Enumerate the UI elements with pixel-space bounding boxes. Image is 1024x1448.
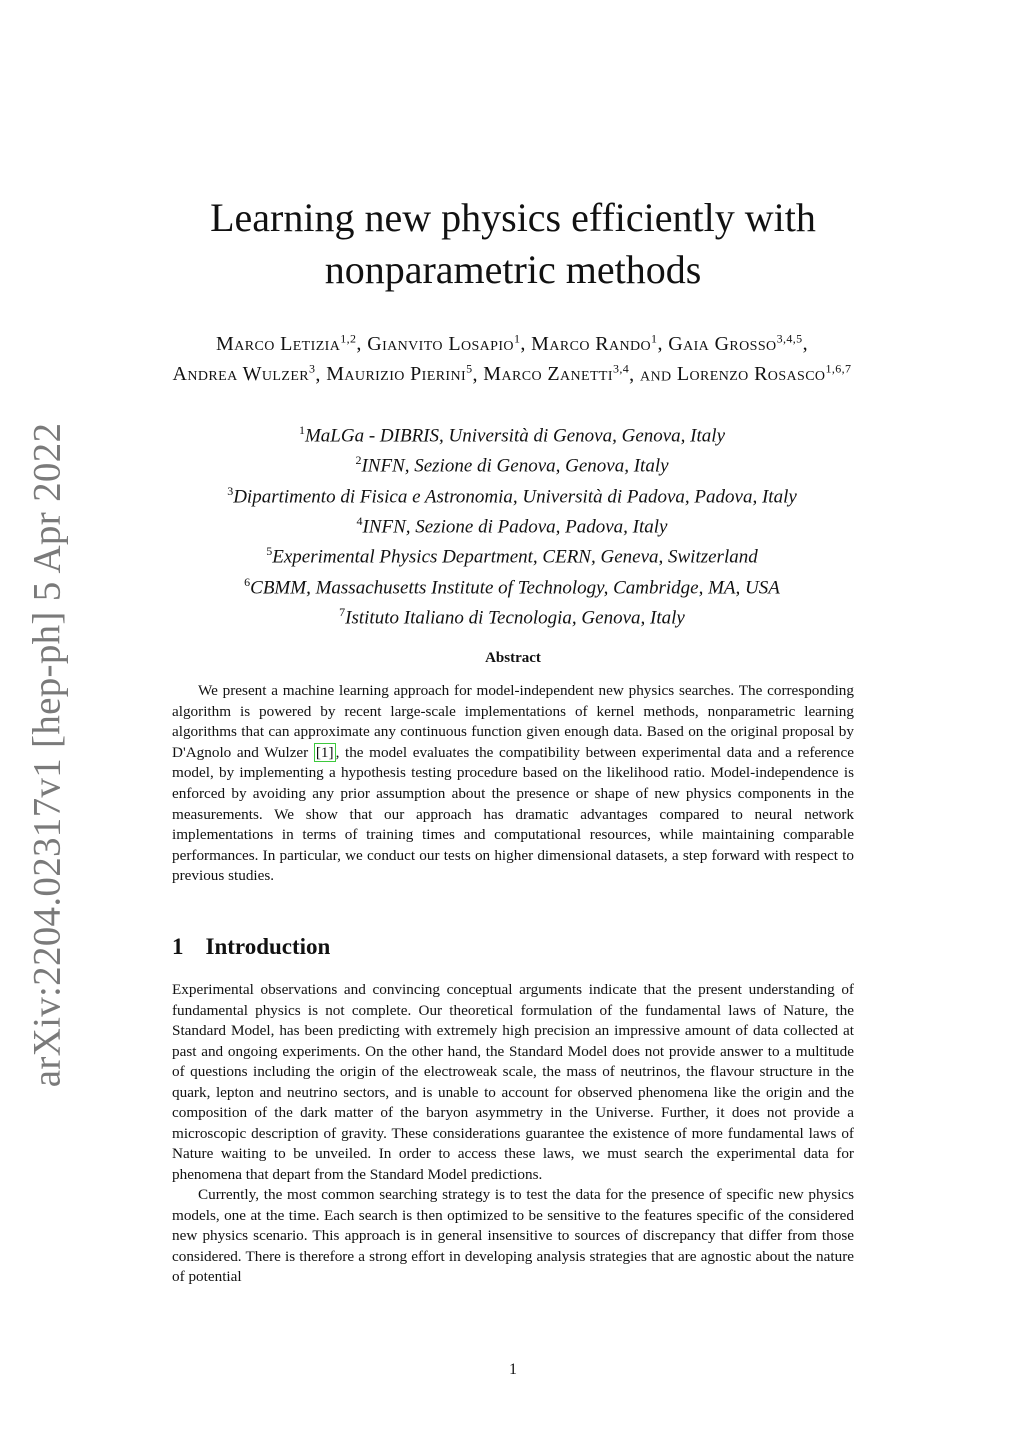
author: Gianvito Losapio$^1$ — [367, 331, 521, 355]
author: Gaia Grosso$^{3,4,5}$ — [668, 331, 803, 355]
paragraph: Experimental observations and convincing conceptual arguments indicate that the present understanding of fundamental physics is not complete. Our theoretical formulation of the fundamental laws of Nature, the Standard Model, has been predicting with extremely high precision an impressive amount of data collected at past and ongoing experiments. On the other hand, the Standard Model does not provide answer to a multitude of questions including the origin of the electroweak scale, the mass of neutrinos, the flavour structure in the quark, lepton and neutrino sectors, and is unable to account for observed phenomena like the origin and the composition of the dark matter of the baryon asymmetry in the Universe. Further, it does not provide a microscopic description of gravity. These considerations guarantee the existence of more fundamental laws of Nature waiting to be unveiled. In order to access these laws, we must search the experimental data for phenomena that depart from the Standard Model predictions. — [172, 981, 854, 1183]
section-heading-introduction — [172, 934, 330, 960]
affiliation: $^5$Experimental Physics Department, CERN, Geneva, Switzerland — [266, 544, 758, 568]
section-number: 1 — [172, 934, 184, 959]
citation-link[interactable]: [1] — [315, 743, 334, 761]
affiliation: $^4$INFN, Sezione di Padova, Padova, Italy — [356, 513, 668, 538]
section-title: Introduction — [205, 934, 331, 959]
page-number: 1 — [509, 1361, 517, 1378]
affiliation: $^2$INFN, Sezione di Genova, Genova, Italy — [355, 453, 669, 477]
author: Lorenzo Rosasco$^{1,6,7}$ — [676, 361, 852, 386]
title-line-2: nonparametric methods — [324, 247, 702, 292]
paragraph: Currently, the most common searching strategy is to test the data for the presence of specific new physics models, one at the time. Each search is then optimized to be sensitive to the features specific of the considered new physics scenario. This approach is in general insensitive to sources of discrepancy that differ from those considered. There is therefore a strong effort in developing analysis strategies that are agnostic about the nature of potential — [172, 1186, 854, 1285]
affiliation: $^3$Dipartimento di Fisica e Astronomia, Università di Padova, Padova, Italy — [227, 483, 797, 507]
author-list: Marco Letizia$^{1,2}$, Gianvito Losapio$^1$, Marco Rando$^1$, Gaia Grosso$^{3,4,5}$, Andrea Wulzer$^3$, Maurizio Pierini$^5$, Marco Zanetti$^{3,4}$, and Lorenzo Rosasco$^{1,6,7}$ — [172, 331, 852, 386]
author: Marco Zanetti$^{3,4}$ — [483, 361, 630, 386]
abstract-text: We present a machine learning approach for model-independent new physics searches. The corresponding algorithm is powered by recent large-scale implementations of kernel methods, nonparametric learning algorithms that can approximate any continuous function given enough data. Based on the original proposal by D'Agnolo and Wulzer [1] , the model evaluates the compatibility between experimental data and a reference model, by implementing a hypothesis testing procedure based on the likelihood ratio. Model-independence is enforced by avoiding any prior assumption about the presence or shape of new physics components in the measurements. We show that our approach has dramatic advantages compared to neural network implementations in terms of training times and computational resources, while maintaining comparable performances. In particular, we conduct our tests on higher dimensional datasets, a step forward with respect to previous studies. — [172, 682, 855, 885]
author: Andrea Wulzer$^3$ — [172, 361, 316, 386]
affiliation-list — [150, 418, 874, 630]
abstract-heading: Abstract — [485, 650, 541, 666]
paper-title — [172, 192, 854, 296]
title-line-1: Learning new physics efficiently with — [210, 195, 816, 240]
affiliation: $^6$CBMM, Massachusetts Institute of Technology, Cambridge, MA, USA — [244, 574, 780, 598]
affiliation: $^7$Istituto Italiano di Tecnologia, Genova, Italy — [339, 604, 685, 629]
author: Marco Rando$^1$ — [531, 331, 658, 355]
arxiv-identifier-stamp: arXiv:2204.02317v1 [hep-ph] 5 Apr 2022 — [25, 422, 69, 1088]
affiliation: $^1$MaLGa - DIBRIS, Università di Genova, Genova, Italy — [298, 423, 725, 447]
author: Marco Letizia$^{1,2}$ — [216, 331, 357, 355]
author: Maurizio Pierini$^5$ — [326, 361, 473, 386]
introduction-body — [172, 980, 854, 1288]
